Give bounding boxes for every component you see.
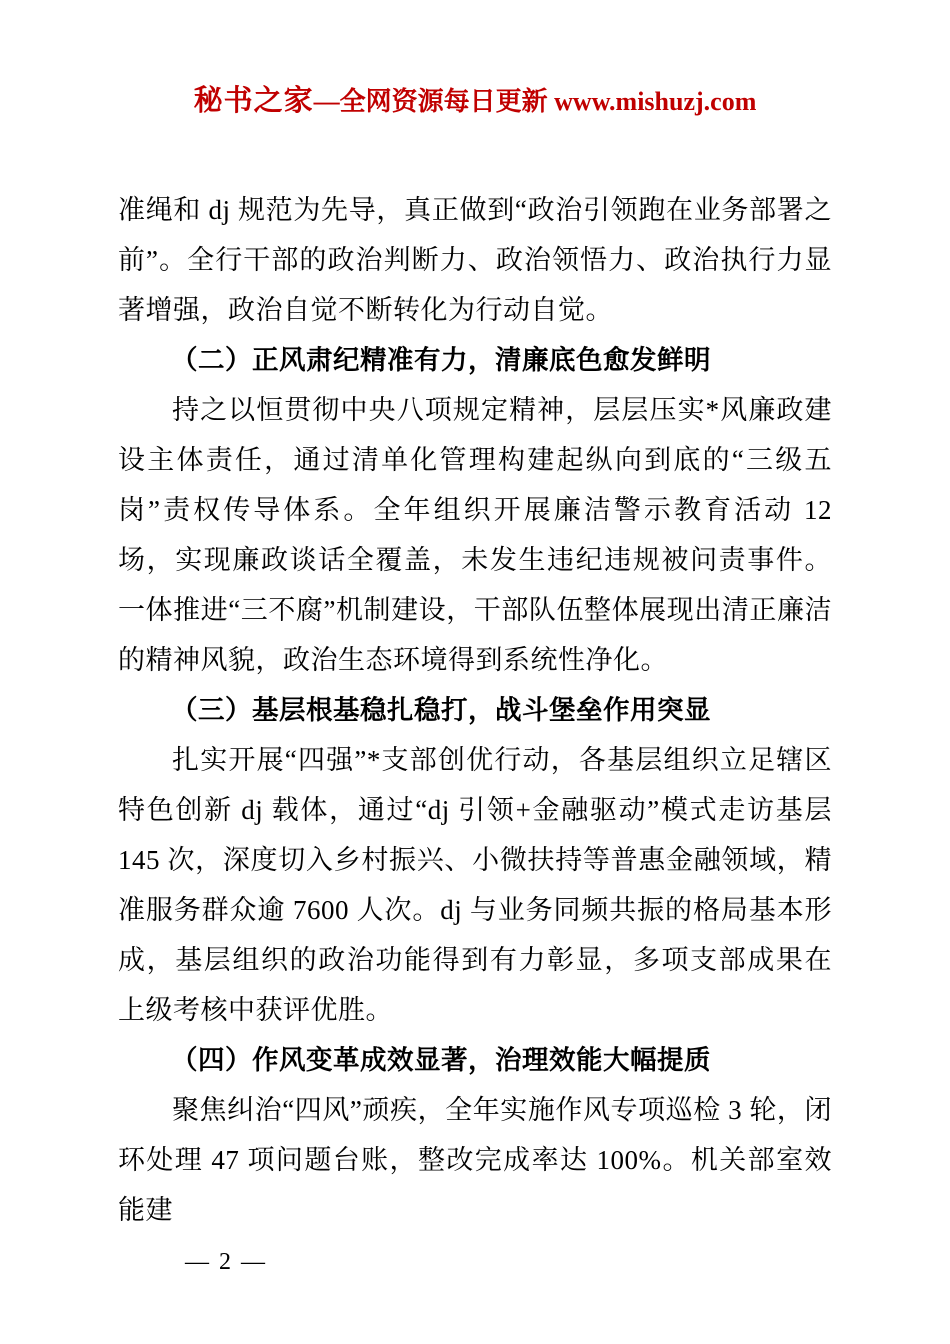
paragraph-section-4: 聚焦纠治“四风”顽疾，全年实施作风专项巡检 3 轮，闭环处理 47 项问题台账，整改完成率达 100%。机关部室效能建 — [118, 1095, 832, 1225]
paragraph-section-3: 扎实开展“四强”*支部创优行动，各基层组织立足辖区特色创新 dj 载体，通过“dj 引领+金融驱动”模式走访基层 145 次，深度切入乡村振兴、小微扶持等普惠金融领域，精准服务群众逾 7600 人次。dj 与业务同频共振的格局基本形成，基层组织的政治功能得到有力彰显，多项支部成果在上级考核中获评优胜。 — [118, 745, 832, 1025]
page-number: — 2 — — [185, 1249, 267, 1275]
section-heading-4: （四）作风变革成效显著，治理效能大幅提质 — [171, 1045, 711, 1075]
document-content — [118, 185, 832, 1235]
site-tagline: —全网资源每日更新 www.mishuzj.com — [313, 87, 757, 116]
section-heading-2: （二）正风肃纪精准有力，清廉底色愈发鲜明 — [171, 345, 711, 375]
section-heading-3: （三）基层根基稳扎稳打，战斗堡垒作用突显 — [171, 695, 711, 725]
site-header — [118, 78, 832, 119]
page-footer — [185, 1249, 267, 1276]
paragraph-continuation: 准绳和 dj 规范为先导，真正做到“政治引领跑在业务部署之前”。全行干部的政治判断力、政治领悟力、政治执行力显著增强，政治自觉不断转化为行动自觉。 — [118, 195, 832, 325]
paragraph-section-2: 持之以恒贯彻中央八项规定精神，层层压实*风廉政建设主体责任，通过清单化管理构建起纵向到底的“三级五岗”责权传导体系。全年组织开展廉洁警示教育活动 12 场，实现廉政谈话全覆盖，未发生违纪违规被问责事件。一体推进“三不腐”机制建设，干部队伍整体展现出清正廉洁的精神风貌，政治生态环境得到系统性净化。 — [118, 395, 832, 675]
site-name: 秘书之家 — [193, 85, 314, 117]
